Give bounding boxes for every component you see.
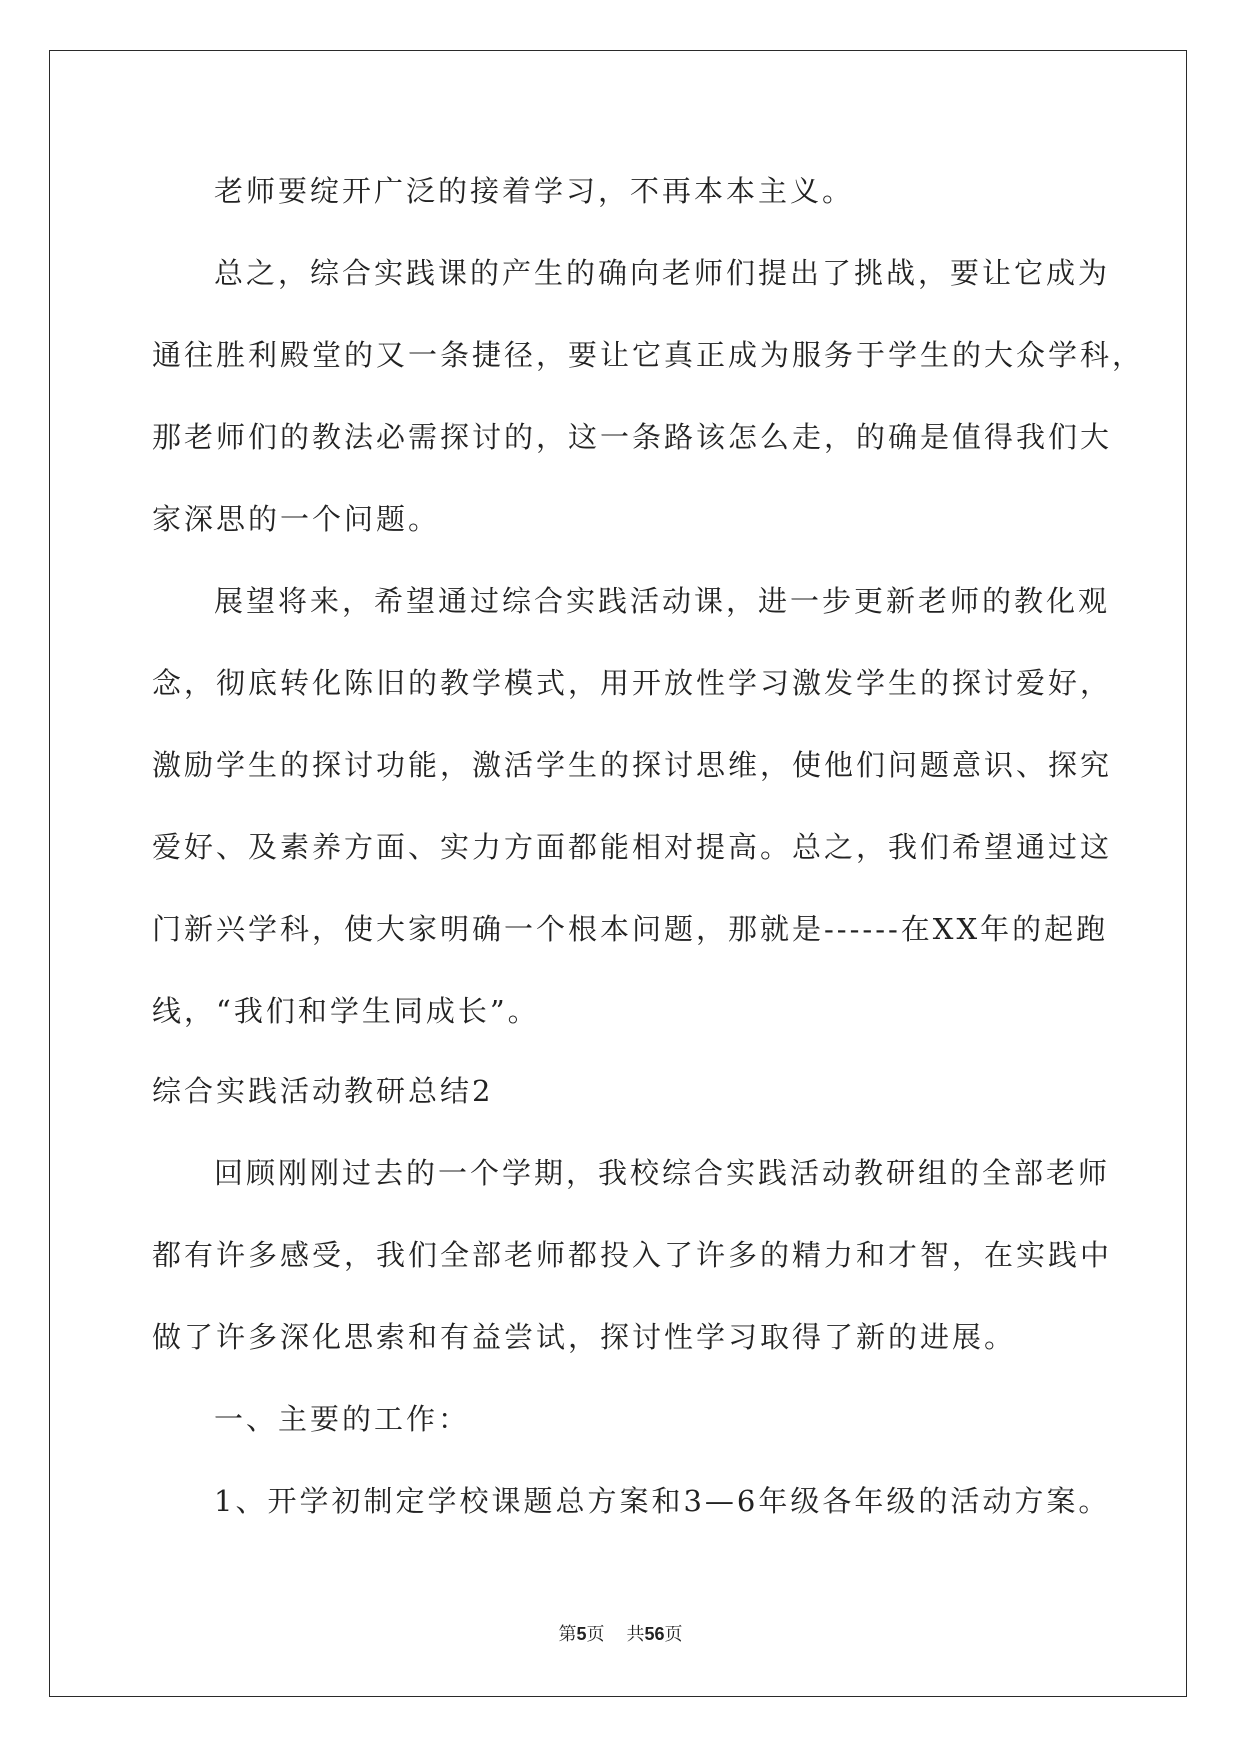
paragraph-line: 家深思的一个问题。 — [152, 502, 441, 536]
list-item: 1、开学初制定学校课题总方案和3—6年级各年级的活动方案。 — [214, 1484, 1111, 1518]
paragraph-line: 总之，综合实践课的产生的确向老师们提出了挑战，要让它成为 — [214, 256, 1111, 290]
paragraph-line: 线，“我们和学生同成长”。 — [152, 994, 540, 1028]
subheading-line: 一、主要的工作： — [214, 1402, 471, 1436]
paragraph-line: 做了许多深化思索和有益尝试，探讨性学习取得了新的进展。 — [152, 1320, 1017, 1354]
page-footer — [0, 1620, 1241, 1646]
footer-prefix: 第 — [558, 1624, 577, 1645]
footer-page-suffix: 页 — [586, 1624, 605, 1645]
footer-total-prefix: 共 — [626, 1624, 645, 1645]
paragraph-line: 那老师们的教法必需探讨的，这一条路该怎么走，的确是值得我们大 — [152, 420, 1113, 454]
paragraph-line: 都有许多感受，我们全部老师都投入了许多的精力和才智，在实践中 — [152, 1238, 1113, 1272]
paragraph-line: 门新兴学科，使大家明确一个根本问题，那就是------在XX年的起跑 — [152, 912, 1109, 946]
total-pages: 56 — [644, 1624, 665, 1644]
paragraph-line: 展望将来，希望通过综合实践活动课，进一步更新老师的教化观 — [214, 584, 1111, 618]
paragraph-line: 爱好、及素养方面、实力方面都能相对提高。总之，我们希望通过这 — [152, 830, 1113, 864]
page-number: 5 — [576, 1624, 587, 1644]
paragraph-line: 念，彻底转化陈旧的教学模式，用开放性学习激发学生的探讨爱好， — [152, 666, 1113, 700]
document-body — [152, 166, 1145, 1558]
paragraph-line: 老师要绽开广泛的接着学习，不再本本主义。 — [214, 174, 855, 208]
section-heading: 综合实践活动教研总结2 — [152, 1074, 494, 1108]
paragraph-line: 通往胜利殿堂的又一条捷径，要让它真正成为服务于学生的大众学科， — [152, 338, 1145, 372]
paragraph-line: 激励学生的探讨功能，激活学生的探讨思维，使他们问题意识、探究 — [152, 748, 1113, 782]
footer-total-suffix: 页 — [664, 1624, 683, 1645]
paragraph-line: 回顾刚刚过去的一个学期，我校综合实践活动教研组的全部老师 — [214, 1156, 1111, 1190]
